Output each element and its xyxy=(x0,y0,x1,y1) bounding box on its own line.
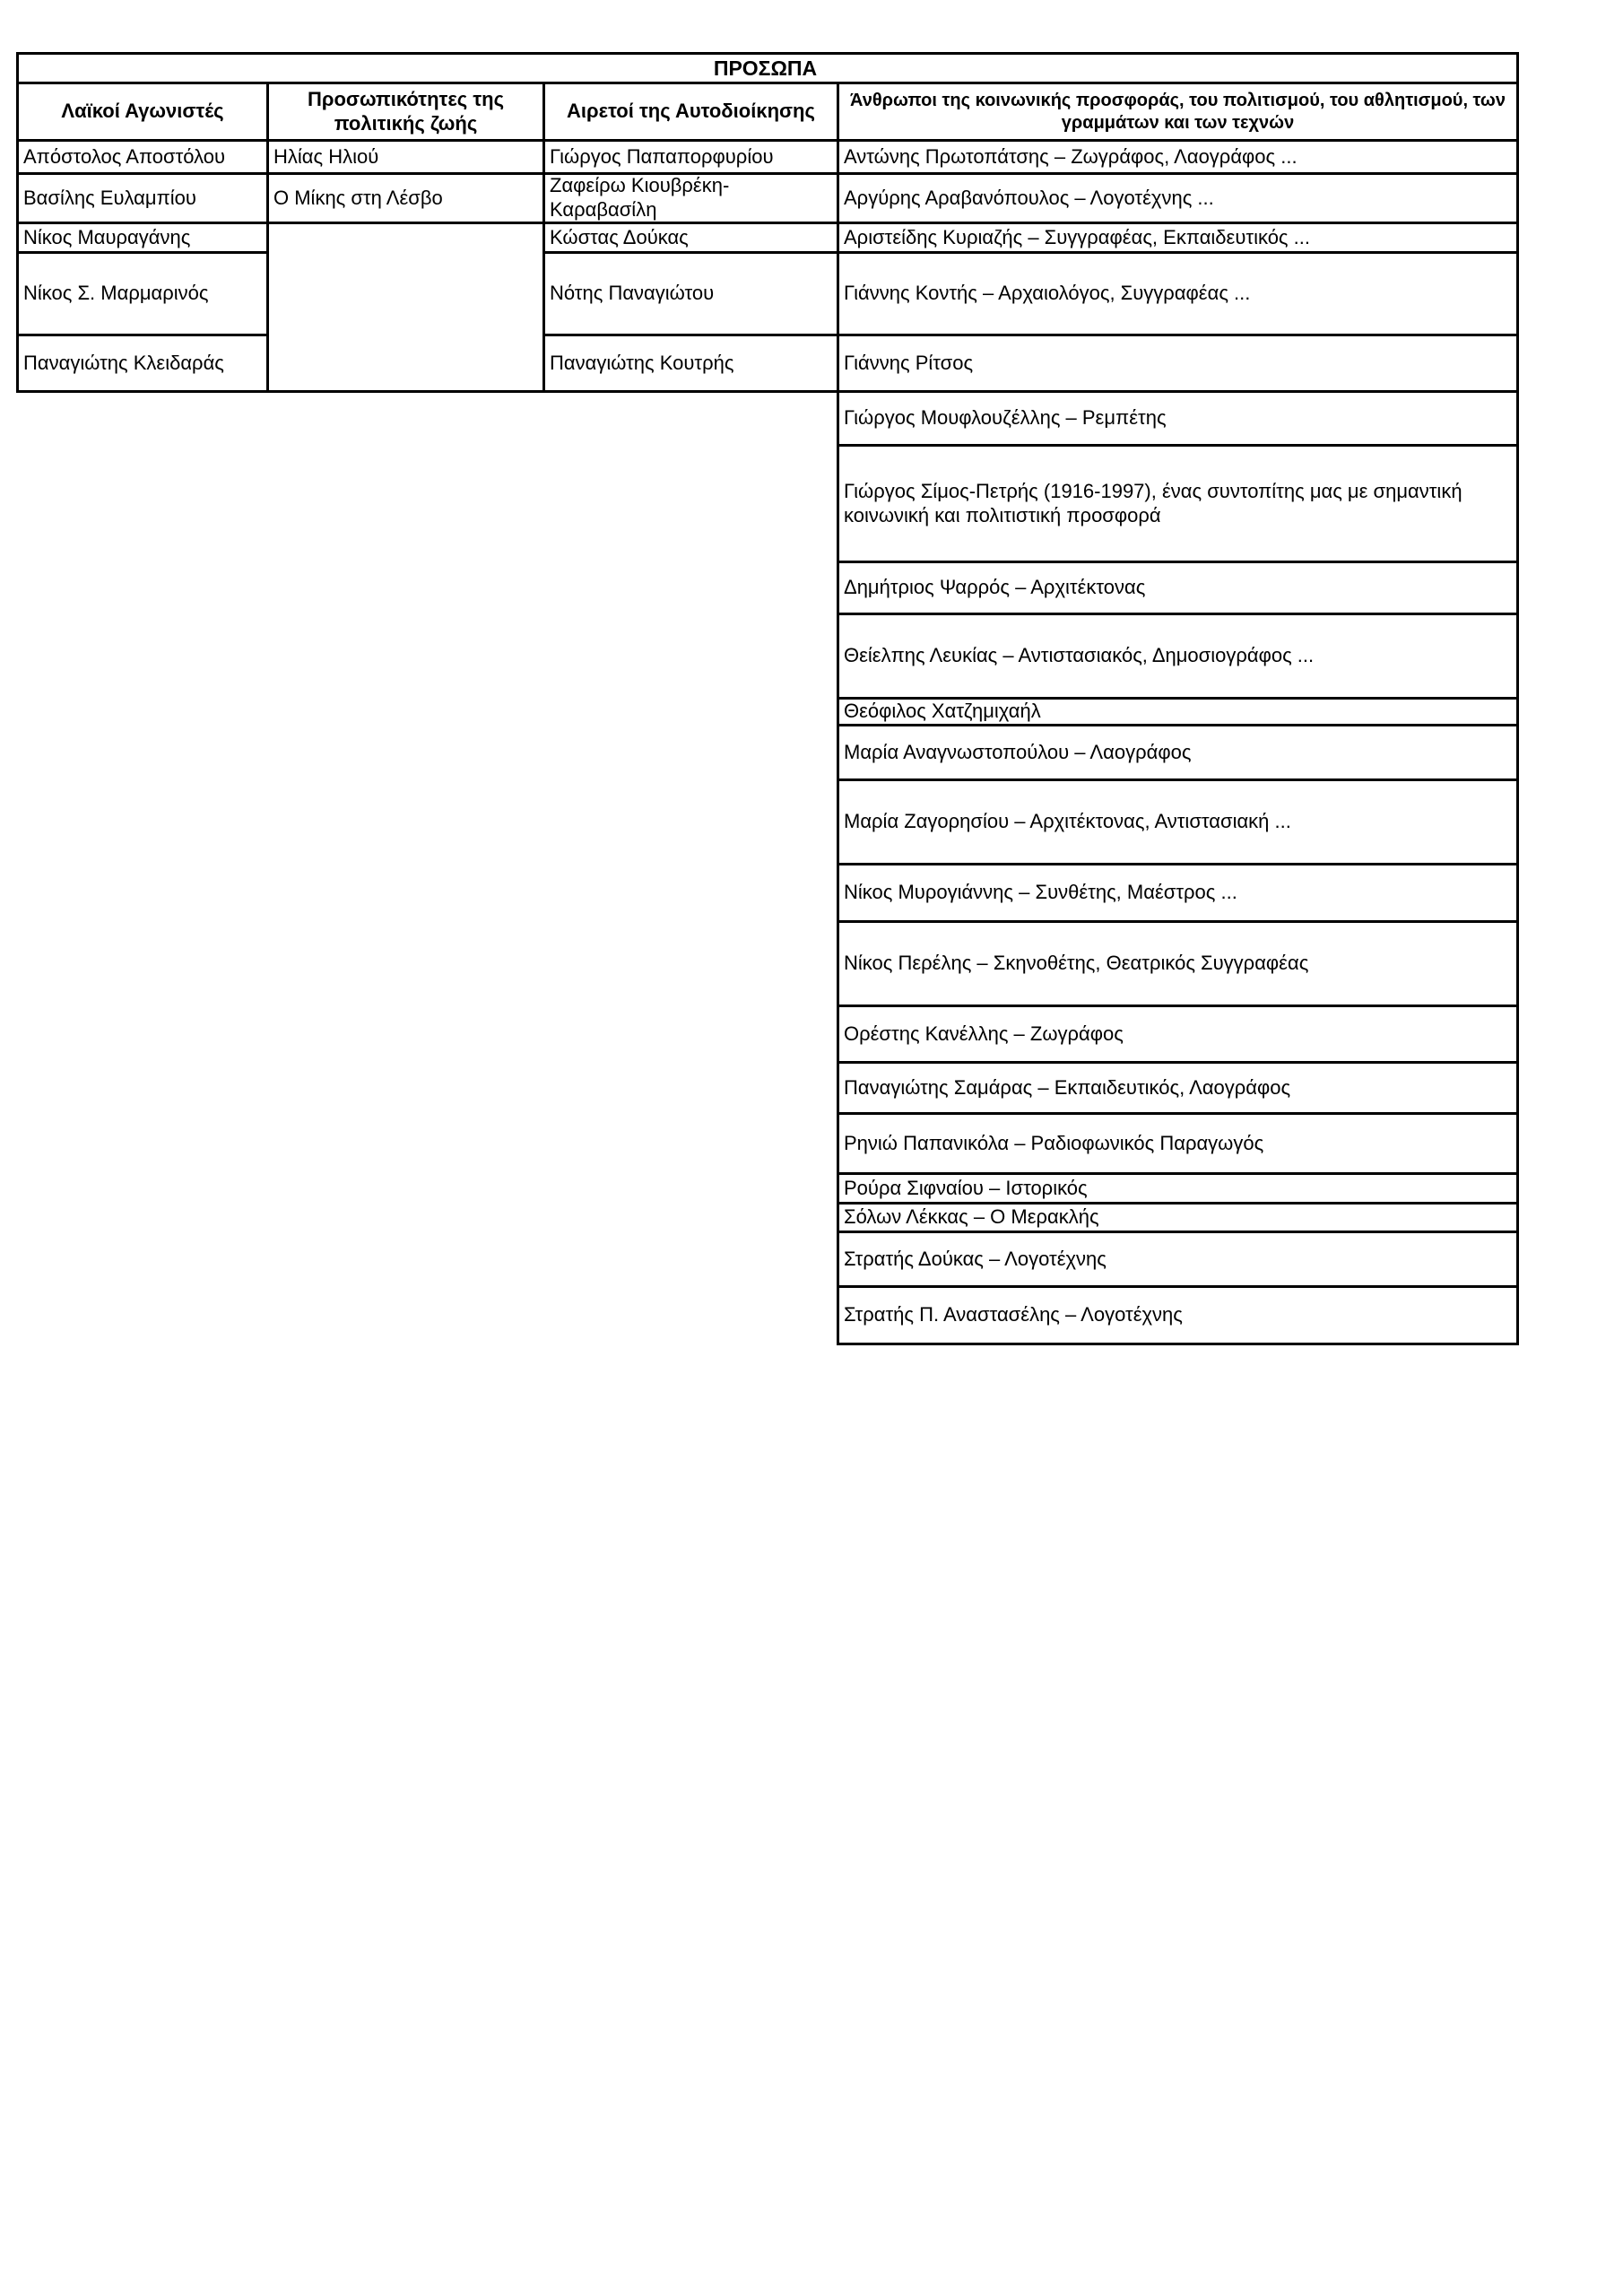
table-cell-c4-r3: Αριστείδης Κυριαζής – Συγγραφέας, Εκπαιδευτικός ... xyxy=(837,222,1519,254)
table-cell-c4-r16: Παναγιώτης Σαμάρας – Εκπαιδευτικός, Λαογράφος xyxy=(837,1061,1519,1115)
table-cell-c4-r15: Ορέστης Κανέλλης – Ζωγράφος xyxy=(837,1004,1519,1064)
table-cell-c4-r17: Ρηνιώ Παπανικόλα – Ραδιοφωνικός Παραγωγός xyxy=(837,1112,1519,1175)
table-cell-c2-r2: Ο Μίκης στη Λέσβο xyxy=(266,172,545,224)
table-cell-c4-r18: Ρούρα Σιφναίου – Ιστορικός xyxy=(837,1172,1519,1205)
table-cell-c4-r1: Αντώνης Πρωτοπάτσης – Ζωγράφος, Λαογράφος ... xyxy=(837,139,1519,175)
column-header-elected-officials: Αιρετοί της Αυτοδιοίκησης xyxy=(542,82,839,142)
table-cell-c4-r4: Γιάννης Κοντής – Αρχαιολόγος, Συγγραφέας ... xyxy=(837,251,1519,336)
table-cell-c4-r7: Γιώργος Σίμος-Πετρής (1916-1997), ένας συντοπίτης μας με σημαντική κοινωνική και πολιτιστική προσφορά xyxy=(837,444,1519,563)
table-cell-c4-r20: Στρατής Δούκας – Λογοτέχνης xyxy=(837,1231,1519,1288)
table-cell-c1-r4: Νίκος Σ. Μαρμαρινός xyxy=(16,251,269,336)
table-cell-c4-r5: Γιάννης Ρίτσος xyxy=(837,334,1519,393)
table-cell-c1-r2: Βασίλης Ευλαμπίου xyxy=(16,172,269,224)
table-cell-c1-r1: Απόστολος Αποστόλου xyxy=(16,139,269,175)
table-cell-c4-r9: Θείελπης Λευκίας – Αντιστασιακός, Δημοσιογράφος ... xyxy=(837,613,1519,700)
table-cell-c4-r14: Νίκος Περέλης – Σκηνοθέτης, Θεατρικός Συγγραφέας xyxy=(837,920,1519,1007)
table-title: ΠΡΟΣΩΠΑ xyxy=(16,52,1519,84)
table-cell-c3-r1: Γιώργος Παπαπορφυρίου xyxy=(542,139,839,175)
table-cell-c3-r3: Κώστας Δούκας xyxy=(542,222,839,254)
table-cell-c2-r1: Ηλίας Ηλιού xyxy=(266,139,545,175)
table-cell-c4-r21: Στρατής Π. Αναστασέλης – Λογοτέχνης xyxy=(837,1285,1519,1345)
table-cell-c4-r13: Νίκος Μυρογιάννης – Συνθέτης, Μαέστρος ... xyxy=(837,863,1519,923)
table-cell-c4-r10: Θεόφιλος Χατζημιχαήλ xyxy=(837,697,1519,726)
table-cell-c4-r11: Μαρία Αναγνωστοπούλου – Λαογράφος xyxy=(837,724,1519,781)
table-cell-c4-r8: Δημήτριος Ψαρρός – Αρχιτέκτονας xyxy=(837,561,1519,615)
table-cell-c2-merged-empty xyxy=(266,222,545,393)
table-cell-c4-r2: Αργύρης Αραβανόπουλος – Λογοτέχνης ... xyxy=(837,172,1519,224)
table-cell-c3-r2: Ζαφείρω Κιουβρέκη-Καραβασίλη xyxy=(542,172,839,224)
column-header-political-personalities: Προσωπικότητες της πολιτικής ζωής xyxy=(266,82,545,142)
table-cell-c4-r6: Γιώργος Μουφλουζέλλης – Ρεμπέτης xyxy=(837,390,1519,447)
table-cell-c4-r19: Σόλων Λέκκας – Ο Μερακλής xyxy=(837,1202,1519,1233)
table-cell-c3-r4: Νότης Παναγιώτου xyxy=(542,251,839,336)
table-cell-c1-r3: Νίκος Μαυραγάνης xyxy=(16,222,269,254)
column-header-popular-fighters: Λαϊκοί Αγωνιστές xyxy=(16,82,269,142)
column-header-social-culture-arts: Άνθρωποι της κοινωνικής προσφοράς, του πολιτισμού, του αθλητισμού, των γραμμάτων και των τεχνών xyxy=(837,82,1519,142)
table-cell-c4-r12: Μαρία Ζαγορησίου – Αρχιτέκτονας, Αντιστασιακή ... xyxy=(837,778,1519,865)
table-cell-c3-r5: Παναγιώτης Κουτρής xyxy=(542,334,839,393)
table-cell-c1-r5: Παναγιώτης Κλειδαράς xyxy=(16,334,269,393)
